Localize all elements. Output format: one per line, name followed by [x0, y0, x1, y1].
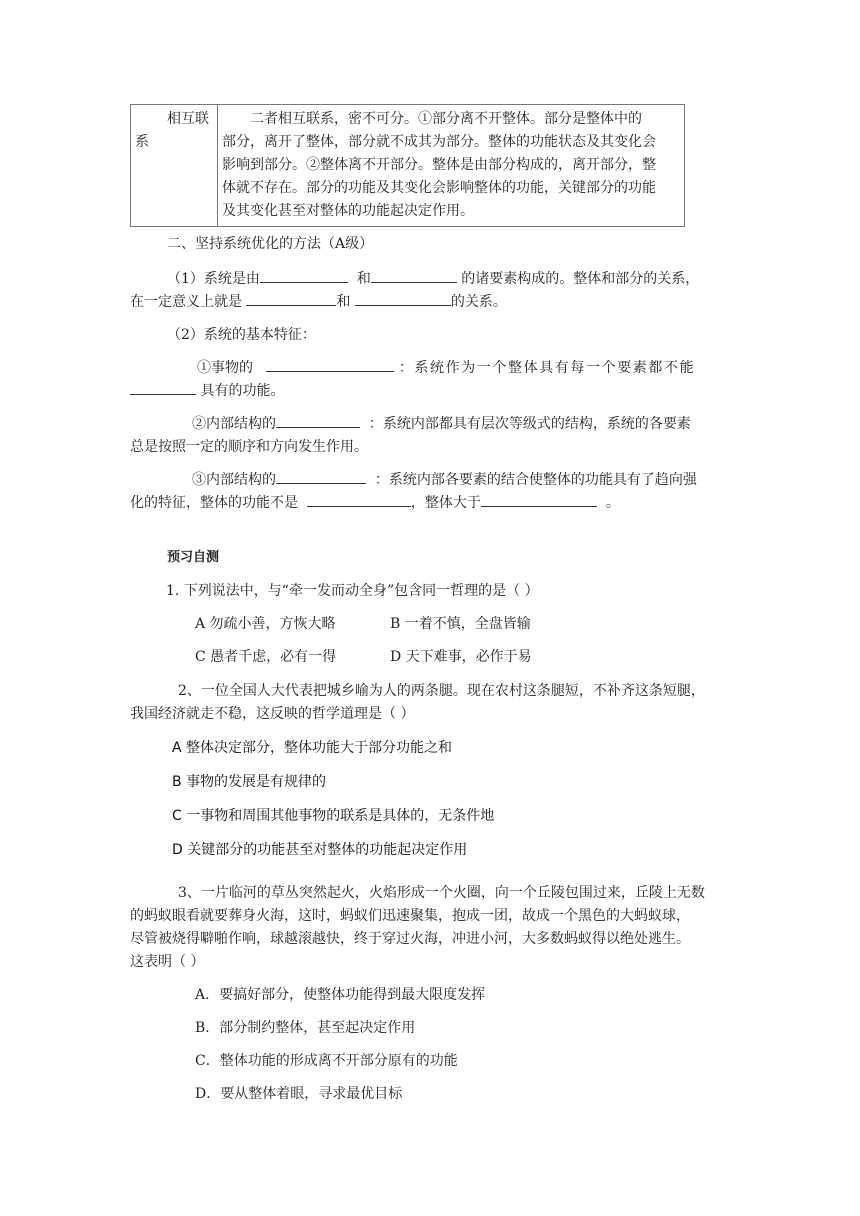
option-text: 事物的发展是有规律的 [186, 774, 327, 790]
option-text: 整体决定部分，整体功能大于部分功能之和 [186, 740, 453, 756]
content-line: 影响到部分。②整体离不开部分。整体是由部分构成的，离开部分，整 [222, 157, 656, 173]
q2-option-b [172, 771, 326, 794]
text: ：系统内部都具有层次等级式的结构，系统的各要素 [368, 416, 691, 432]
text: ②内部结构的 [192, 416, 276, 432]
q3-stem-line2: 的蚂蚁眼看就要葬身火海，这时，蚂蚁们迅速聚集，抱成一团，故成一个黑色的大蚂蚁球， [130, 908, 690, 924]
content-line: 及其变化甚至对整体的功能起决定作用。 [222, 203, 474, 219]
paragraph-1-line2 [130, 291, 507, 314]
text: 具有的功能。 [200, 383, 285, 399]
blank-line [260, 268, 348, 283]
text: 。 [605, 495, 620, 511]
q2-stem-line1: 2、一位全国人大代表把城乡喻为人的两条腿。现在农村这条腿短，不补齐这条短腿， [178, 683, 705, 699]
blank-line [481, 492, 597, 507]
q3-option-d: D．要从整体着眼，寻求最优目标 [195, 1086, 403, 1102]
text: ③内部结构的 [192, 472, 276, 488]
paragraph-1-line1 [167, 268, 699, 291]
text: 化的特征，整体的功能不是 [130, 495, 298, 511]
q3-stem-line4: 这表明（ ） [130, 954, 205, 970]
text: ：系统内部各要素的结合使整体的功能具有了趋向强 [374, 472, 697, 488]
q3-stem-line3: 尽管被烧得噼啪作响，球越滚越快，终于穿过火海，冲进小河，大多数蚂蚁得以绝处逃生。 [130, 931, 690, 947]
section-heading: 二、坚持系统优化的方法（A级） [167, 236, 374, 252]
text: 在一定意义上就是 [130, 294, 242, 310]
blank-line [355, 291, 451, 306]
q3-option-c: C．整体功能的形成离不开部分原有的功能 [195, 1053, 458, 1069]
feature-3-line1 [192, 469, 697, 492]
blank-line [266, 357, 394, 372]
content-line: 体就不存在。部分的功能及其变化会影响整体的功能，关键部分的功能 [222, 180, 656, 196]
text: 的诸要素构成的。整体和部分的关系， [461, 271, 700, 287]
text: 和 [336, 294, 351, 310]
q2-stem-line2: 我国经济就走不稳，这反映的哲学道理是（ ） [130, 706, 415, 722]
option-text: 关键部分的功能甚至对整体的功能起决定作用 [187, 842, 468, 858]
text: ：系统作为一个整体具有每一个要素都不能 [398, 360, 696, 376]
q3-option-a: A．要搞好部分，使整体功能得到最大限度发挥 [195, 987, 486, 1003]
blank-line [276, 413, 360, 428]
feature-2-line1 [192, 413, 691, 436]
option-letter: A [172, 740, 182, 756]
content-line: 二者相互联系，密不可分。①部分离不开整体。部分是整体中的 [250, 111, 642, 127]
table-row [131, 105, 685, 227]
q2-option-a [172, 737, 452, 760]
row-label-line2: 系 [135, 134, 149, 150]
text: ①事物的 [197, 360, 253, 376]
text: 的关系。 [450, 294, 507, 310]
text: （1）系统是由 [167, 271, 260, 287]
q1-stem: 1. 下列说法中，与“牵一发而动全身”包含同一哲理的是（ ） [166, 583, 539, 599]
feature-2-line2: 总是按照一定的顺序和方向发生作用。 [130, 439, 368, 455]
feature-3-line2 [130, 492, 620, 515]
q1-option-b: B 一着不慎，全盘皆输 [390, 616, 531, 632]
q1-option-c: C 愚者千虑，必有一得 [195, 649, 337, 665]
option-letter: C [172, 808, 182, 824]
q3-option-b: B．部分制约整体，甚至起决定作用 [195, 1020, 416, 1036]
feature-1-line2 [130, 380, 284, 403]
content-line: 部分，离开了整体，部分就不成其为部分。整体的功能状态及其变化会 [222, 134, 656, 150]
row-label-line1: 相互联 [167, 111, 209, 127]
blank-line [307, 492, 411, 507]
feature-1-line1 [197, 357, 695, 380]
q3-stem-line1: 3、一片临河的草丛突然起火，火焰形成一个火圈，向一个丘陵包围过来，丘陵上无数 [178, 885, 705, 901]
blank-line [246, 291, 336, 306]
preview-title: 预习自测 [167, 550, 220, 565]
blank-line [371, 268, 457, 283]
text: ，整体大于 [410, 495, 481, 511]
relationship-table [130, 104, 685, 227]
q2-option-d [172, 839, 467, 862]
text: 和 [356, 271, 371, 287]
q2-option-c [172, 805, 494, 828]
blank-line [130, 380, 196, 395]
row-label-cell [131, 105, 218, 227]
q1-option-a: A 勿疏小善，方恢大略 [195, 616, 336, 632]
blank-line [276, 469, 366, 484]
option-letter: B [172, 774, 182, 790]
paragraph-2: （2）系统的基本特征： [167, 327, 316, 343]
option-letter: D [172, 842, 183, 858]
q1-option-d: D 天下难事，必作于易 [390, 649, 532, 665]
option-text: 一事物和周围其他事物的联系是具体的，无条件地 [186, 808, 495, 824]
row-content-cell [218, 105, 685, 227]
